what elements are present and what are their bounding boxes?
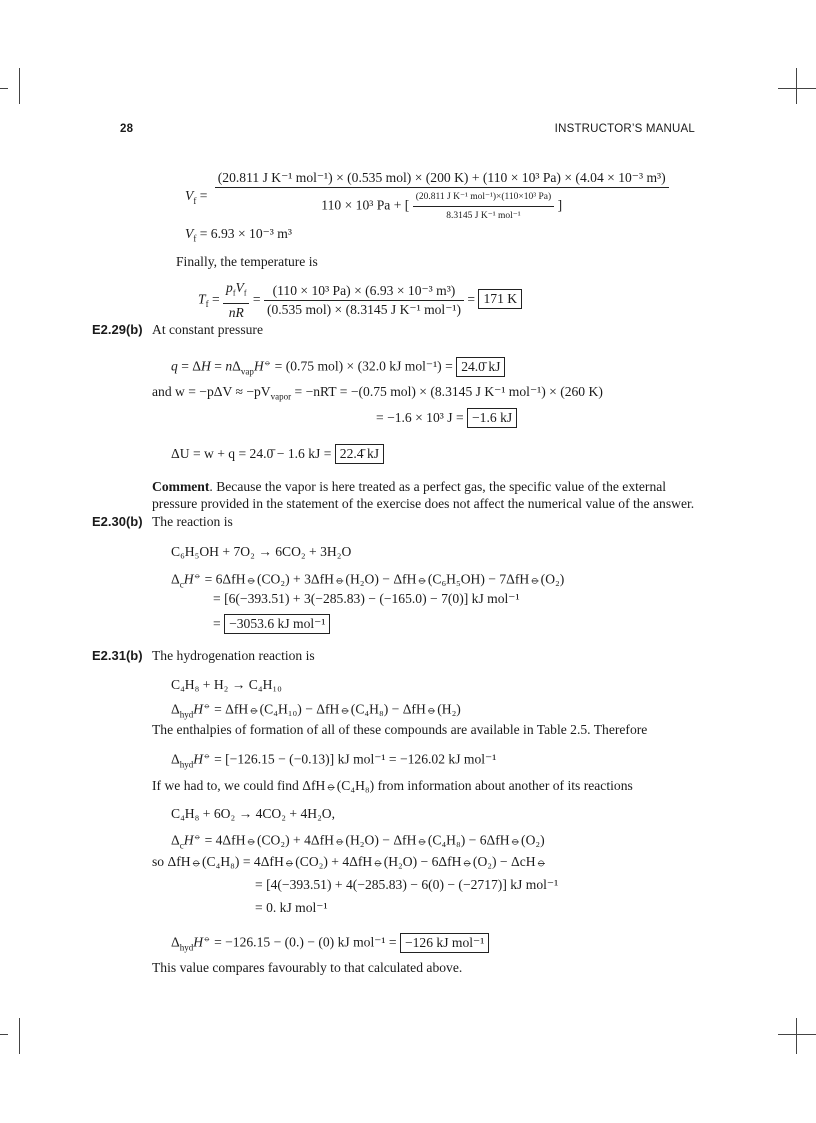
- vf-equation: $V_f$ = (20.811 J K⁻¹ mol⁻¹) × (0.535 mol) × (200 K) + (110 × 10³ Pa) × (4.04 × 10⁻³ m³) 110 × 10³ Pa + [ $\frac{\text{(20.811 J K⁻¹ mol⁻¹)×(110×10³ Pa)}}{\text{8.3145 J K⁻¹ mol⁻¹}}$ ]: [185, 170, 669, 224]
- exercise-label: E2.29(b): [92, 322, 143, 337]
- q-answer-box: 24.0̄ kJ: [456, 357, 505, 377]
- e229-du: ΔU = w + q = 24.0̄ − 1.6 kJ = 22.4̄ kJ: [171, 444, 384, 464]
- running-title: INSTRUCTOR’S MANUAL: [554, 123, 695, 135]
- tf-numerator: (110 × 10³ Pa) × (6.93 × 10⁻³ m³): [264, 283, 464, 301]
- w-answer-box: −1.6 kJ: [467, 408, 517, 428]
- e230-answer: = −3053.6 kJ mol⁻¹: [213, 614, 330, 634]
- crop-mark: [778, 88, 816, 89]
- comment-line-2: pressure provided in the statement of the exercise does not affect the numerical value of the answer.: [152, 496, 695, 511]
- exercise-label: E2.30(b): [92, 514, 143, 529]
- crop-mark: [19, 68, 20, 104]
- e231-final: $\Delta_{hyd}H^⦵ = -126.15 - (0.) - (0)$ kJ mol⁻¹ = −126 kJ mol⁻¹: [171, 930, 489, 955]
- crop-mark: [0, 1034, 8, 1035]
- e231-table-text: The enthalpies of formation of all of these compounds are available in Table 2.5. Therefore: [152, 722, 648, 737]
- e231-if-text: If we had to, we could find ΔfH⦵(C₄H₈) from information about another of its reactions: [152, 778, 633, 793]
- page-number: 28: [120, 123, 134, 135]
- e231-so-line3: = 0. kJ mol⁻¹: [255, 900, 328, 915]
- e231-answer-box: −126 kJ mol⁻¹: [400, 933, 489, 953]
- vf-inner-num: (20.811 J K⁻¹ mol⁻¹)×(110×10³ Pa): [413, 189, 554, 207]
- e231-comb-reaction: C₄H₈ + 6O₂ → 4CO₂ + 4H₂O,: [171, 806, 336, 821]
- e231-hyd: $\Delta_{hyd}H^⦵$ = ΔfH⦵(C₄H₁₀) − ΔfH⦵(C₄H₈) − ΔfH⦵(H₂): [171, 700, 461, 720]
- e230-intro: The reaction is: [152, 514, 233, 529]
- e230-answer-box: −3053.6 kJ mol⁻¹: [224, 614, 330, 634]
- crop-mark: [0, 88, 8, 89]
- e229-w: and $w = -p\Delta V \approx -pV_{vapor} = -nRT = -(0.75$ mol) × (8.3145 J K⁻¹ mol⁻¹) × (260 K): [152, 384, 603, 402]
- vf-result: $V_f = 6.93 \times 10^{-3}$ m³: [185, 226, 292, 244]
- comment-line-1: Comment. Because the vapor is here treated as a perfect gas, the specific value of the external: [152, 479, 667, 494]
- e230-reaction: C₆H₅OH + 7O₂ → 6CO₂ + 3H₂O: [171, 544, 352, 559]
- exercise-label: E2.31(b): [92, 648, 143, 663]
- crop-mark: [778, 1034, 816, 1035]
- vf-inner-den: 8.3145 J K⁻¹ mol⁻¹: [446, 211, 521, 221]
- e231-so-line: so ΔfH⦵(C₄H₈) = 4ΔfH⦵(CO₂) + 4ΔfH⦵(H₂O) − 6ΔfH⦵(O₂) − ΔcH⦵: [152, 854, 548, 869]
- e231-closing: This value compares favourably to that calculated above.: [152, 960, 463, 975]
- du-answer-box: 22.4̄ kJ: [335, 444, 384, 464]
- tf-answer-box: 171 K: [478, 289, 522, 309]
- e229-w-line2: = −1.6 × 10³ J = −1.6 kJ: [376, 408, 517, 428]
- e230-line1: $\Delta_cH^⦵$ = 6ΔfH⦵(CO₂) + 3ΔfH⦵(H₂O) − ΔfH⦵(C₆H₅OH) − 7ΔfH⦵(O₂): [171, 570, 565, 590]
- finally-text: Finally, the temperature is: [176, 254, 318, 269]
- e231-intro: The hydrogenation reaction is: [152, 648, 315, 663]
- e231-hyd-value: $\Delta_{hyd}H^⦵ = [-126.15 - (-0.13)]$ kJ mol⁻¹ = −126.02 kJ mol⁻¹: [171, 750, 497, 770]
- e230-line2: = [6(−393.51) + 3(−285.83) − (−165.0) − 7(0)] kJ mol⁻¹: [213, 591, 520, 606]
- vf-den-part: 110 × 10³ Pa +: [321, 197, 405, 213]
- e231-comb-line: $\Delta_cH^⦵$ = 4ΔfH⦵(CO₂) + 4ΔfH⦵(H₂O) − ΔfH⦵(C₄H₈) − 6ΔfH⦵(O₂): [171, 831, 545, 851]
- e229-intro: At constant pressure: [152, 322, 263, 337]
- e229-q: $q = \Delta H = n\Delta_{vap}H^⦵ = (0.75$ mol) × (32.0 kJ mol⁻¹) = 24.0̄ kJ: [171, 354, 505, 379]
- tf-denominator: (0.535 mol) × (8.3145 J K⁻¹ mol⁻¹): [266, 301, 461, 317]
- vf-denominator: 110 × 10³ Pa + [ $\frac{\text{(20.811 J K⁻¹ mol⁻¹)×(110×10³ Pa)}}{\text{8.3145 J K⁻¹ mol⁻¹}}$ ]: [215, 188, 669, 224]
- crop-mark: [19, 1018, 20, 1054]
- e231-reaction: C₄H₈ + H₂ → C₄H₁₀: [171, 677, 282, 692]
- vf-numerator: (20.811 J K⁻¹ mol⁻¹) × (0.535 mol) × (200 K) + (110 × 10³ Pa) × (4.04 × 10⁻³ m³): [215, 170, 669, 188]
- e231-so-line2: = [4(−393.51) + 4(−285.83) − 6(0) − (−2717)] kJ mol⁻¹: [255, 877, 559, 892]
- tf-equation: $T_f$ = $\frac{p_fV_f}{nR}$ = $\frac{\text{(110 × 10³ Pa) × (6.93 × 10⁻³ m³)}}{\text{(0.535 mol) × (8.3145 J K⁻¹ mol⁻¹)}}$ = 171 K: [198, 280, 522, 321]
- crop-mark: [796, 68, 797, 104]
- crop-mark: [796, 1018, 797, 1054]
